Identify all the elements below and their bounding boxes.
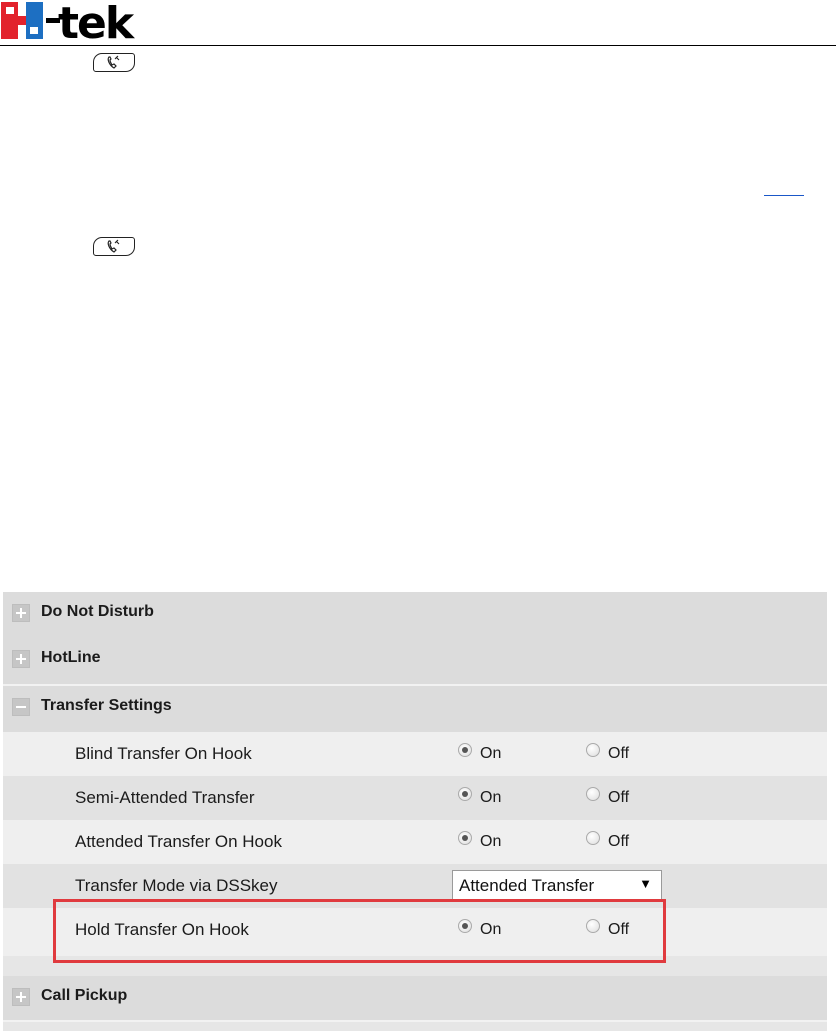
- plus-icon[interactable]: [12, 988, 30, 1006]
- plus-icon[interactable]: [12, 650, 30, 668]
- features-settings-panel: [3, 592, 827, 1031]
- radio-label: Off: [608, 833, 630, 850]
- setting-row-transfer-mode-via-dsskey: [3, 864, 827, 908]
- section-hotline[interactable]: [3, 638, 827, 686]
- setting-label: Blind Transfer On Hook: [75, 744, 252, 763]
- section-call-pickup[interactable]: [3, 976, 827, 1022]
- dropdown-arrow-icon[interactable]: ▼: [639, 876, 652, 891]
- radio-button-checked[interactable]: [458, 919, 472, 933]
- setting-label: Transfer Mode via DSSkey: [75, 876, 278, 895]
- select-value: Attended Transfer: [459, 876, 595, 895]
- setting-label: Semi-Attended Transfer: [75, 788, 255, 807]
- setting-label: Attended Transfer On Hook: [75, 832, 282, 851]
- radio-button-checked[interactable]: [458, 787, 472, 801]
- document-link-underline[interactable]: [764, 195, 804, 196]
- section-do-not-disturb[interactable]: [3, 592, 827, 640]
- svg-text:tek: tek: [58, 0, 133, 42]
- radio-label: On: [480, 833, 502, 850]
- radio-button-unchecked[interactable]: [586, 787, 600, 801]
- section-label: Transfer Settings: [41, 697, 172, 714]
- radio-label: Off: [608, 921, 630, 938]
- section-transfer-settings[interactable]: [3, 686, 827, 734]
- handset-key-icon: [93, 237, 135, 256]
- plus-icon[interactable]: [12, 604, 30, 622]
- radio-button-checked[interactable]: [458, 831, 472, 845]
- radio-label: Off: [608, 745, 630, 762]
- radio-label: Off: [608, 789, 630, 806]
- section-label: HotLine: [41, 649, 101, 666]
- radio-button-checked[interactable]: [458, 743, 472, 757]
- setting-row-blind-transfer-on-hook: [3, 732, 827, 776]
- radio-button-unchecked[interactable]: [586, 919, 600, 933]
- transfer-mode-select[interactable]: [452, 870, 662, 900]
- htek-logo: [0, 0, 190, 42]
- radio-label: On: [480, 789, 502, 806]
- radio-label: On: [480, 745, 502, 762]
- setting-row-attended-transfer-on-hook: [3, 820, 827, 864]
- handset-key-icon: [93, 53, 135, 72]
- radio-label: On: [480, 921, 502, 938]
- section-label: Call Pickup: [41, 987, 128, 1004]
- radio-button-unchecked[interactable]: [586, 743, 600, 757]
- section-label: Do Not Disturb: [41, 603, 154, 620]
- setting-row-semi-attended-transfer: [3, 776, 827, 820]
- setting-label: Hold Transfer On Hook: [75, 920, 249, 939]
- header-divider: [0, 45, 836, 46]
- radio-button-unchecked[interactable]: [586, 831, 600, 845]
- setting-row-hold-transfer-on-hook: [3, 908, 827, 956]
- minus-icon[interactable]: [12, 698, 30, 716]
